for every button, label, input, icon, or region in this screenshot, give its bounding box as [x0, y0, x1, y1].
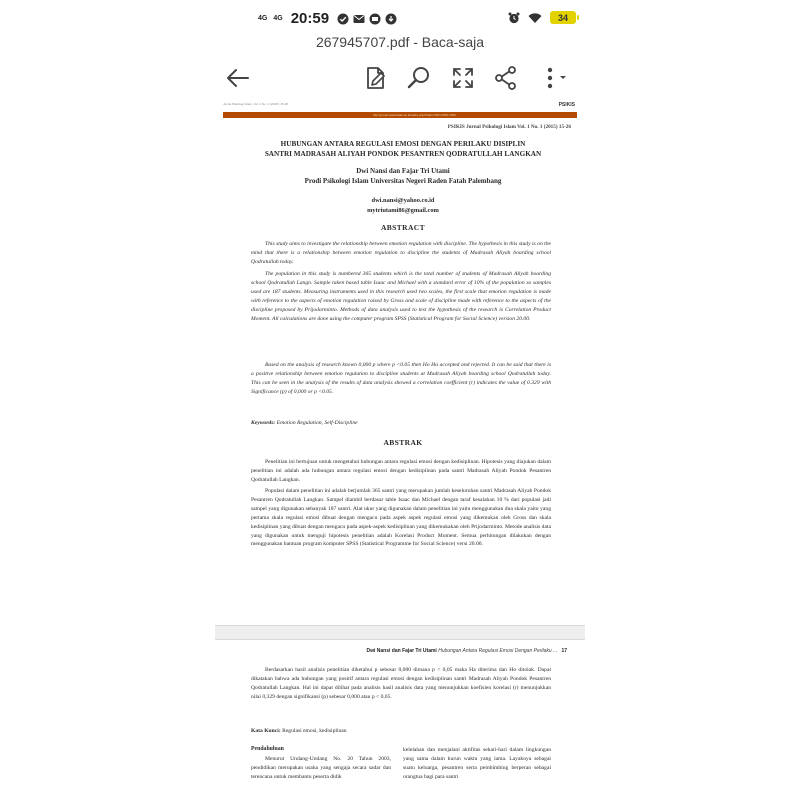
paper-title-line-1: HUBUNGAN ANTARA REGULASI EMOSI DENGAN PERILAKU DISIPLIN [280, 140, 526, 148]
page-separator [215, 625, 585, 640]
status-right [508, 11, 576, 24]
keywords-label: Keywords: [251, 420, 276, 426]
abstract-en-paragraph-3: Based on the analysis of research known 0,000 p where p <0.05 then Ho Ha accepted and rejected. It can be said that there is a positive relationship between emotion regulation to discipline students at Madrasah Aliyah boarding school Qodratullah today. This can be seen in the analysis of the results of data analysis showed a correlation coefficient (r) indicates the value of 0.329 with Significance (p) of 0,000 or p <0.05. [251, 362, 551, 395]
author-affiliation: Prodi Psikologi Islam Universitas Negeri Raden Fatah Palembang [304, 177, 502, 185]
abstract-id-paragraph-2: Populasi dalam penelitian ini adalah berjumlah 365 santri yang merupakan jumlah keseluruhan santri Madrasah Aliyah Pondok Pesantren Qodratullah Langkan. Sampel diambil berdasar table Isaac dan Michael dengan taraf kesalahan 10 % dari populasi jadi sampel yang digunakan sebanyak 187 santri. Alat ukur yang digunakan dalam penelitian ini yaitu menggunakan dua skala yaitu yang pertama skala regulasi emosi dibuat dengan mengacu pada aspek aspek regulasi emosi yang dikemukan oleh Gross dan skala kedisiplinan yang dibuat dengan mengacu pada aspek-aspek kedisiplinan yang dikemukakan oleh Prijodarminto. Metode analisis data yang digunakan untuk menguji hipotesis penelitian adalah Korelasi Product Moment. Semua perhitungan dilakukan dengan menggunakan bantuan program komputer SPSS (Statistical Programme for Social Science) versi 20.00. [251, 488, 551, 548]
check-circle-icon [337, 13, 349, 25]
journal-header [223, 102, 577, 112]
journal-band-text: http://jurnal.radenfatah.ac.id/index.php/Psikis ISSN 2502-728X [373, 113, 457, 117]
journal-logo: PSIKIS [558, 102, 575, 108]
author-email-1: dwi.nansi@yahoo.co.id [371, 197, 435, 204]
author-email-2: mytriutami86@gmail.com [367, 207, 439, 214]
abstract-en-paragraph-2: The population in this study is numbered 365 students which is the total number of students of Madrasah Aliyah boarding school Qodratullah Langn. Sample taken based table Isaac and Michael with a standard error of 10% of the population so samples used are 187 students. Measuring instruments used in this research used two scales, the first scale that emotion regulation is made with reference to the aspects of emotion regulation raised by Gross and scale of discipline made with reference to the aspects of the discipline proposed by Prijodarminto. Methods of data analysis used to test the hypothesis of the research is Correlation Product Moment. All calculations are done using the computer program SPSS (Statistical Program for Social Science) version 20.00. [251, 271, 551, 322]
paper-title [255, 139, 551, 159]
journal-header-band [223, 112, 577, 118]
running-head-title: Hubungan Antara Regulasi Emosi Dengan Perilaku ... [438, 648, 558, 654]
status-bar [0, 0, 800, 36]
viewer-toolbar [0, 58, 800, 98]
intro-column-right: kelelahan dan menjalani aktifitas sehari-hari dalam lingkungan yang sama dalam kurun waktu yang lama. Layaknya sebagai suatu keluarga, pesantren serta pembimbing berperan sebagai orangtua bagi para santri [403, 747, 551, 780]
wifi-icon [528, 12, 542, 24]
share-icon[interactable] [492, 64, 520, 92]
search-icon[interactable] [405, 64, 433, 92]
pdf-page-2[interactable] [215, 640, 585, 800]
back-arrow-icon[interactable] [224, 64, 252, 92]
more-menu-icon[interactable] [538, 64, 572, 92]
abstract-en-paragraph-1: This study aims to investigate the relationship between emotion regulation with discipline. The hypothesis in this study is on the mind that there is a relationship between emotion regulation to discipline the students of Madrasah Aliyah boarding school Qodratullah today. [251, 241, 551, 265]
edit-document-icon[interactable] [362, 64, 390, 92]
keywords-text: Emotion Regulation, Self-Discipline [276, 420, 358, 426]
paper-title-line-2: SANTRI MADRASAH ALIYAH PONDOK PESANTREN QODRATULLAH LANGKAN [264, 150, 542, 158]
status-left [258, 10, 397, 27]
kata-kunci-line [251, 728, 551, 734]
intro-column-left: Menurut Undang-Undang No. 20 Tahun 2003, pendidikan merupakan usaha yang sengaja secara sadar dan terencana untuk membantu peserta didik [251, 756, 391, 780]
fullscreen-icon[interactable] [449, 64, 477, 92]
page-number: 17 [561, 648, 567, 654]
status-time: 20:59 [290, 10, 330, 27]
journal-citation: PSIKIS Jurnal Psikologi Islam Vol. 1 No. 1 (2015) 15-26 [447, 124, 571, 130]
author-emails [255, 196, 551, 216]
intro-heading: Pendahuluan [251, 746, 284, 752]
messenger-icon [369, 13, 381, 25]
abstract-heading: ABSTRACT [380, 223, 426, 232]
author-names: Dwi Nansi dan Fajar Tri Utami [356, 167, 450, 175]
kata-kunci-label: Kata Kunci: [251, 728, 281, 734]
paper-authors [255, 166, 551, 186]
network-indicator-1: 4G [258, 15, 268, 22]
abstract-id-paragraph-1: Penelitian ini bertujuan untuk mengetahui hubungan antara regulasi emosi dengan kedisiplinan. Hipotesis yang diajukan dalam penelitian ini adalah ada hubungan antara regulasi emosi dengan kedisiplinan pada santri Madrasah Aliyah Pondok Pesantren Qodratullah Langkan. [251, 459, 551, 483]
battery-indicator [550, 11, 576, 24]
running-head [367, 648, 567, 654]
kata-kunci-text: Regulasi emosi, kedisiplinan [282, 728, 347, 734]
abstrak-heading: ABSTRAK [383, 438, 423, 447]
alarm-icon [508, 12, 520, 24]
battery-level: 34 [557, 12, 568, 23]
download-icon [385, 13, 397, 25]
document-title: 267945707.pdf - Baca-saja [315, 34, 485, 50]
journal-header-text: Jurnal Psikologi Islam, Vol. 1 No. 1 (2015): 15-26 [223, 102, 289, 106]
mail-icon [353, 13, 365, 25]
running-head-authors: Dwi Nansi dan Fajar Tri Utami [366, 648, 437, 654]
abstrak-continuation: Berdasarkan hasil analisis penelitian diketahui p sebesar 0,000 dimana p < 0,05 maka Ha diterima dan Ho ditolak. Dapat dikatakan bahwa ada hubungan yang positif antara regulasi emosi dengan kedisiplinan santri Madrasah Aliyah Pondok Pesantren Qodratullah Langkan. Hal ini dapat dilihat pada analisis hasil analisis data yang menunjukkan koefisien korelasi (r) menunjukkan nilai 0,329 dengan signifikansi (p) sebesar 0,000 atau p < 0,05. [251, 667, 551, 700]
keywords-line [251, 420, 551, 426]
network-indicator-2: 4G [273, 15, 283, 22]
pdf-page-1[interactable] [215, 98, 585, 625]
